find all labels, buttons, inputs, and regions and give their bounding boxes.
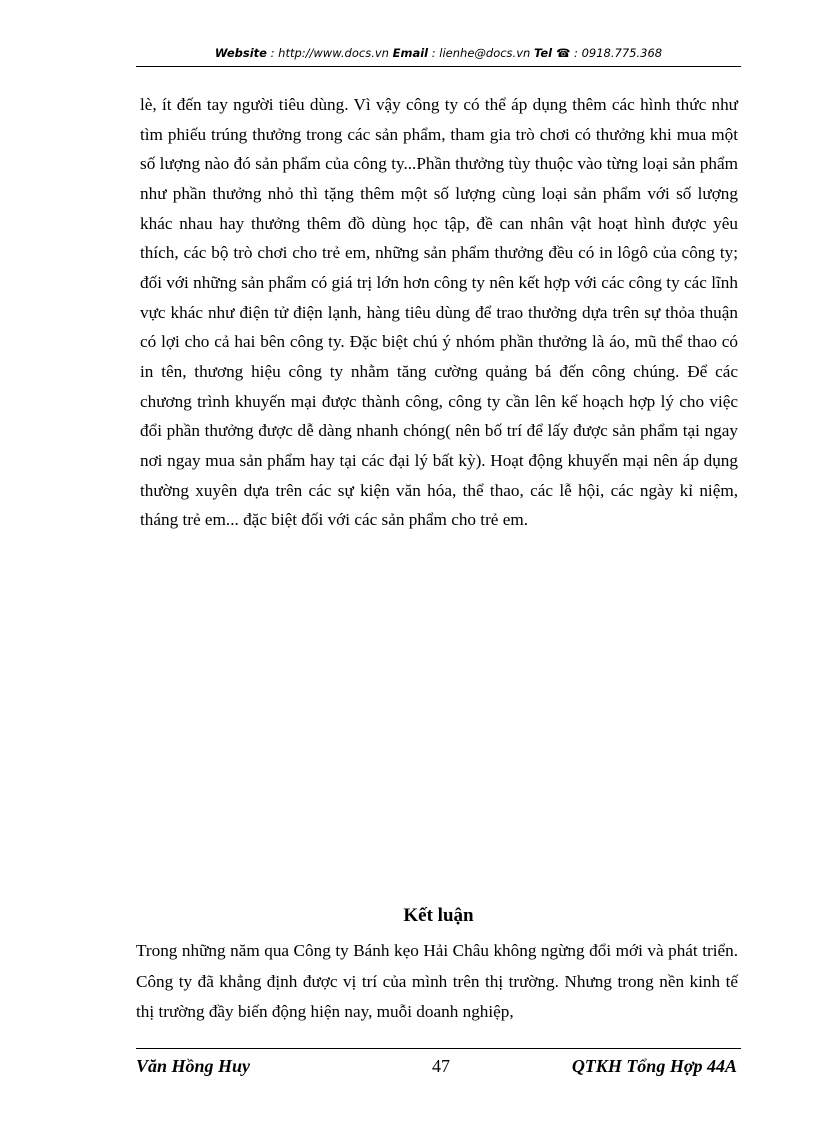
page-footer (136, 1052, 741, 1080)
footer-class: QTKH Tổng Hợp 44A (571, 1056, 737, 1076)
email-label: Email (392, 46, 429, 60)
website-url: http://www.docs.vn (278, 46, 389, 60)
footer-author: Văn Hồng Huy (136, 1056, 251, 1076)
website-label: Website (214, 46, 267, 60)
phone-icon: ☎ (552, 46, 571, 60)
header-divider (136, 66, 741, 67)
page-number: 47 (432, 1056, 450, 1076)
tel-label: Tel (533, 46, 553, 60)
footer-divider (136, 1048, 741, 1049)
tel-separator: : (570, 46, 582, 60)
tel-number: 0918.775.368 (581, 46, 663, 60)
conclusion-heading: Kết luận (403, 905, 474, 926)
page-header (136, 46, 741, 64)
body-section (140, 90, 738, 535)
website-separator: : (266, 46, 279, 60)
conclusion-section (136, 936, 738, 1028)
body-paragraph: lè, ít đến tay người tiêu dùng. Vì vậy công ty có thể áp dụng thêm các hình thức như tìm phiếu trúng thưởng trong các sản phẩm, tham gia trò chơi có thưởng khi mua một số lượng nào đó sản phẩm của công ty...Phần thưởng tùy thuộc vào từng loại sản phẩm như phần thưởng nhỏ thì tặng thêm một số lượng cùng loại sản phẩm với số lượng khác nhau hay thưởng thêm đồ dùng học tập, đề can nhân vật hoạt hình được yêu thích, các bộ trò chơi cho trẻ em, những sản phẩm thưởng đều có in lôgô của công ty; đối với những sản phẩm có giá trị lớn hơn công ty nên kết hợp với các công ty các lĩnh vực khác như điện tử điện lạnh, hàng tiêu dùng để trao thưởng dựa trên sự thỏa thuận có lợi cho cả hai bên công ty. Đặc biệt chú ý nhóm phần thưởng là áo, mũ thể thao có in tên, thương hiệu công ty nhằm tăng cường quảng bá đến công chúng. Để các chương trình khuyến mại được thành công, công ty cần lên kế hoạch hợp lý cho việc đổi phần thưởng được dễ dàng nhanh chóng( nên bố trí để lấy được sản phẩm tại ngay nơi ngay mua sản phẩm hay tại các đại lý bất kỳ). Hoạt động khuyến mại nên áp dụng thường xuyên dựa trên các sự kiện văn hóa, thể thao, các lễ hội, các ngày kỉ niệm, tháng trẻ em... đặc biệt đối với các sản phẩm cho trẻ em. (140, 95, 738, 530)
conclusion-paragraph: Trong những năm qua Công ty Bánh kẹo Hải Châu không ngừng đổi mới và phát triển. Công ty đã khẳng định được vị trí của mình trên thị trường. Nhưng trong nền kinh tế thị trường đầy biến động hiện nay, muỗi doanh nghiệp, (136, 941, 738, 1021)
email-separator: : (428, 46, 440, 60)
email-address: lienhe@docs.vn (439, 46, 531, 60)
